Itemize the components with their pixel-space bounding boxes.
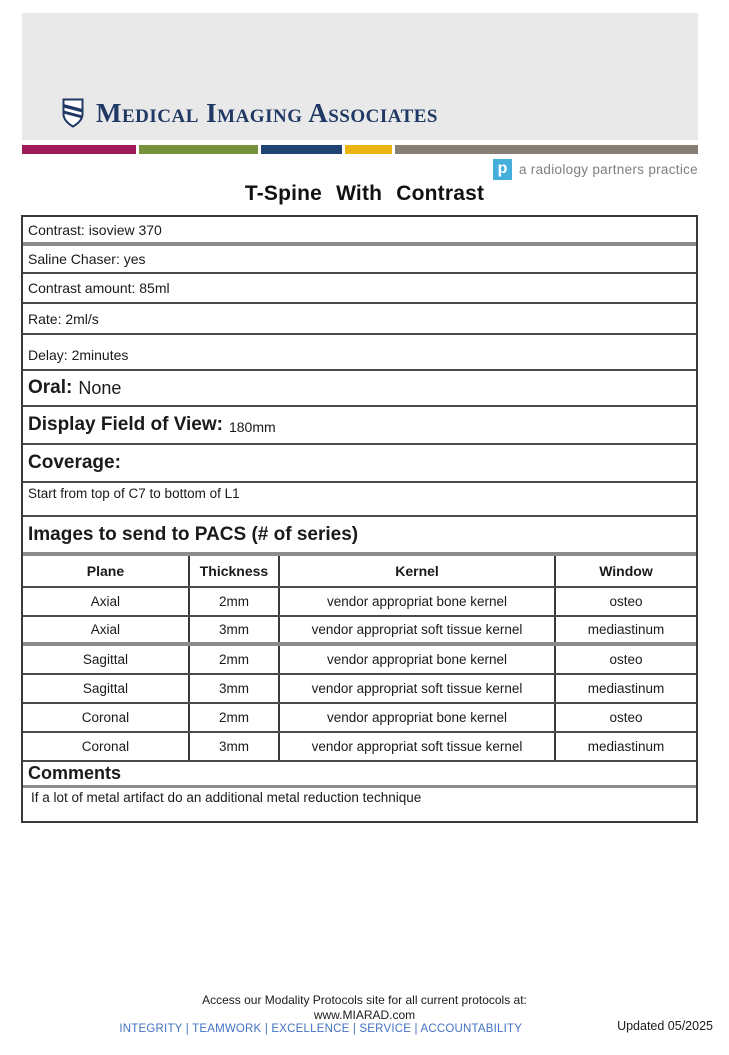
accent-bar-navy	[261, 145, 342, 154]
cell-thickness: 2mm	[188, 646, 278, 673]
field-contrast-amount-text: Contrast amount: 85ml	[28, 280, 170, 296]
cell-kernel: vendor appropriat soft tissue kernel	[278, 675, 554, 702]
rp-logo-icon: p	[493, 159, 512, 180]
table-row	[23, 646, 696, 675]
cell-thickness: 3mm	[188, 675, 278, 702]
footer-url: www.MIARAD.com	[313, 1008, 416, 1022]
coverage-detail-row	[23, 483, 696, 517]
field-contrast-amount	[23, 274, 696, 304]
coverage-detail-text: Start from top of C7 to bottom of L1	[28, 486, 240, 501]
table-row	[23, 733, 696, 762]
cell-window: osteo	[554, 704, 696, 731]
accent-bar-gold	[345, 145, 392, 154]
cell-window: mediastinum	[554, 617, 696, 642]
brand-name: Medical Imaging Associates	[96, 97, 438, 128]
pacs-heading: Images to send to PACS (# of series)	[28, 523, 359, 545]
field-rate-text: Rate: 2ml/s	[28, 310, 99, 327]
cell-window: osteo	[554, 646, 696, 673]
accent-bars	[22, 145, 698, 154]
col-header-thickness: Thickness	[188, 556, 278, 586]
coverage-label: Coverage:	[28, 452, 121, 473]
table-row	[23, 588, 696, 617]
table-row	[23, 675, 696, 704]
comments-heading-row	[23, 762, 696, 788]
field-oral	[23, 371, 696, 407]
oral-value: None	[78, 377, 122, 398]
cell-thickness: 3mm	[188, 617, 278, 642]
cell-thickness: 2mm	[188, 588, 278, 615]
accent-bar-gray	[395, 145, 698, 154]
comments-text-row	[23, 788, 696, 821]
col-header-plane: Plane	[86, 563, 125, 579]
cell-kernel: vendor appropriat soft tissue kernel	[278, 733, 554, 760]
cell-kernel: vendor appropriat soft tissue kernel	[278, 617, 554, 642]
cell-kernel: vendor appropriat bone kernel	[278, 704, 554, 731]
radiology-partners-tagline	[493, 159, 698, 180]
footer-updated-date: Updated 05/2025	[617, 1019, 713, 1033]
cell-plane: Sagittal	[82, 681, 128, 696]
cell-plane: Sagittal	[82, 652, 128, 667]
cell-thickness: 3mm	[188, 733, 278, 760]
col-header-kernel: Kernel	[278, 556, 554, 586]
cell-plane: Coronal	[81, 739, 130, 754]
field-delay-text: Delay: 2minutes	[28, 347, 129, 363]
field-contrast	[23, 217, 696, 246]
field-rate	[23, 304, 696, 335]
table-row	[23, 704, 696, 733]
field-delay	[23, 335, 696, 371]
dfov-value: 180mm	[228, 419, 276, 435]
cell-plane: Coronal	[81, 710, 130, 725]
footer-access-line: Access our Modality Protocols site for all current protocols at:	[202, 993, 527, 1007]
cell-kernel: vendor appropriat bone kernel	[278, 646, 554, 673]
comments-heading: Comments	[28, 763, 122, 783]
table-row	[23, 617, 696, 646]
field-saline-chaser-text: Saline Chaser: yes	[28, 251, 146, 267]
cell-window: mediastinum	[554, 733, 696, 760]
cell-thickness: 2mm	[188, 704, 278, 731]
pacs-series-table	[23, 556, 696, 762]
dfov-label: Display Field of View:	[28, 414, 223, 435]
accent-bar-olive	[139, 145, 258, 154]
oral-label: Oral:	[28, 377, 73, 398]
col-header-window: Window	[554, 556, 696, 586]
pacs-heading-row	[23, 517, 696, 556]
protocol-table	[21, 215, 698, 823]
cell-kernel: vendor appropriat bone kernel	[278, 588, 554, 615]
tagline-text: a radiology partners practice	[518, 162, 698, 177]
coverage-heading-row	[23, 445, 696, 483]
cell-window: osteo	[554, 588, 696, 615]
footer-values-line: INTEGRITY | TEAMWORK | EXCELLENCE | SERVICE | ACCOUNTABILITY	[119, 1023, 523, 1035]
brand-logo	[62, 98, 438, 128]
comments-text: If a lot of metal artifact do an additional metal reduction technique	[31, 790, 422, 805]
header-banner	[22, 13, 698, 140]
field-contrast-text: Contrast: isoview 370	[28, 221, 162, 238]
cell-plane: Axial	[90, 622, 121, 637]
field-saline-chaser	[23, 246, 696, 274]
field-display-fov	[23, 407, 696, 445]
pacs-header-row	[23, 556, 696, 588]
accent-bar-magenta	[22, 145, 136, 154]
cell-window: mediastinum	[554, 675, 696, 702]
cell-plane: Axial	[90, 594, 121, 609]
page-title: T-Spine With Contrast	[244, 182, 485, 205]
shield-icon	[62, 98, 84, 128]
